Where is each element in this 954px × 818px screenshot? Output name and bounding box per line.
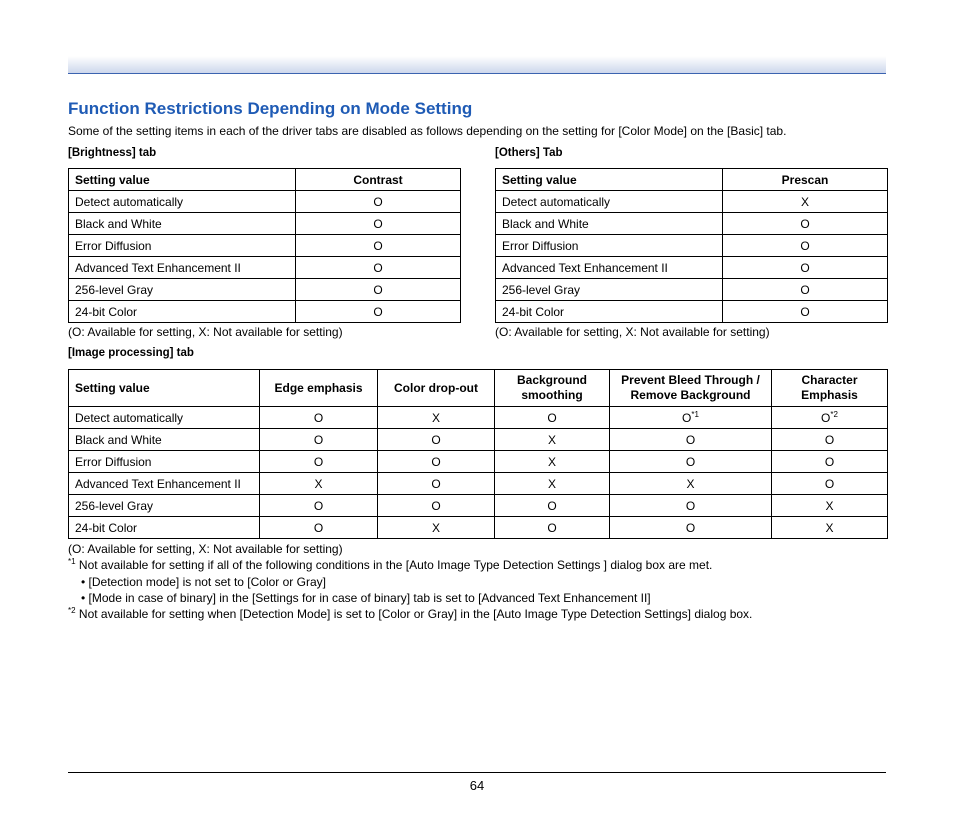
page-title: Function Restrictions Depending on Mode Setting (68, 99, 473, 118)
table-row (496, 235, 888, 257)
availability-cell (378, 451, 495, 473)
setting-value-cell (496, 257, 723, 279)
cell-text: O (685, 498, 696, 513)
table-row (69, 235, 461, 257)
availability-cell (260, 495, 378, 517)
cell-text: X (431, 410, 440, 425)
cell-text: O (824, 454, 835, 469)
availability-cell (723, 279, 888, 301)
cell-text: Advanced Text Enhancement II (502, 260, 668, 275)
setting-value-cell (496, 213, 723, 235)
availability-cell (610, 451, 772, 473)
image-processing-tab-label: [Image processing] tab (68, 347, 194, 359)
cell-text: O (431, 454, 441, 469)
availability-cell (610, 517, 772, 539)
availability-cell (378, 473, 495, 495)
cell-text: O (682, 410, 692, 425)
footnote-1-mark: *1 (68, 557, 76, 567)
cell-text: X (547, 454, 556, 469)
availability-cell (772, 429, 888, 451)
cell-text: X (825, 498, 834, 513)
column-header-line: Prevent Bleed Through / (621, 373, 760, 387)
setting-value-cell (69, 495, 260, 517)
cell-text: 256-level Gray (502, 282, 581, 297)
cell-text: Black and White (502, 216, 589, 231)
setting-value-cell (496, 279, 723, 301)
cell-text: O (313, 410, 324, 425)
brightness-table (68, 168, 461, 323)
availability-cell (772, 451, 888, 473)
cell-text: O (547, 520, 557, 535)
availability-cell (378, 517, 495, 539)
column-header: Setting value (69, 169, 296, 191)
column-header-line: Background (516, 373, 587, 387)
setting-value-cell (69, 407, 260, 429)
cell-text: O (824, 476, 835, 491)
cell-text: Error Diffusion (75, 238, 152, 253)
cell-text: 24-bit Color (502, 304, 565, 319)
cell-text: X (431, 520, 440, 535)
cell-text: O (313, 454, 324, 469)
cell-text: O (800, 282, 810, 297)
cell-text: O (313, 432, 324, 447)
availability-cell (772, 407, 888, 429)
brightness-legend: (O: Available for setting, X: Not available for setting) (68, 325, 343, 339)
image-processing-table (68, 369, 888, 539)
cell-text: O (431, 498, 441, 513)
cell-text: O (821, 410, 831, 425)
column-header-line: Character (801, 373, 858, 387)
availability-cell (296, 213, 461, 235)
availability-cell (378, 407, 495, 429)
cell-text: O (431, 476, 441, 491)
table-row (69, 213, 461, 235)
cell-text: O (373, 282, 383, 297)
availability-cell (495, 495, 610, 517)
cell-text: O (373, 194, 383, 209)
cell-text: O (547, 498, 557, 513)
table-row (496, 213, 888, 235)
availability-cell (610, 407, 772, 429)
column-header-line: Remove Background (630, 388, 751, 402)
cell-text: 256-level Gray (75, 498, 154, 513)
availability-cell (723, 301, 888, 323)
table-row (496, 191, 888, 213)
availability-cell (610, 495, 772, 517)
footnote-2 (68, 606, 752, 622)
column-header: Setting value (69, 370, 260, 407)
availability-cell (495, 407, 610, 429)
availability-cell (723, 191, 888, 213)
availability-cell (610, 473, 772, 495)
table-row (69, 495, 888, 517)
availability-cell (378, 495, 495, 517)
table-row (69, 279, 461, 301)
availability-cell (296, 301, 461, 323)
setting-value-cell (69, 473, 260, 495)
setting-value-cell (69, 301, 296, 323)
column-header: Color drop-out (378, 370, 495, 407)
setting-value-cell (496, 191, 723, 213)
table-row (69, 257, 461, 279)
cell-text: X (800, 194, 809, 209)
availability-cell (495, 473, 610, 495)
setting-value-cell (69, 451, 260, 473)
table-row (69, 191, 461, 213)
page-number: 64 (469, 778, 485, 793)
setting-value-cell (69, 257, 296, 279)
column-header: Edge emphasis (260, 370, 378, 407)
cell-text: Error Diffusion (502, 238, 579, 253)
availability-cell (772, 473, 888, 495)
availability-cell (723, 213, 888, 235)
cell-text: Advanced Text Enhancement II (75, 260, 241, 275)
table-row (69, 301, 461, 323)
availability-cell (260, 407, 378, 429)
setting-value-cell (496, 301, 723, 323)
setting-value-cell (69, 517, 260, 539)
cell-text: X (686, 476, 695, 491)
footnote-1-bullet-1: • [Detection mode] is not set to [Color or Gray] (81, 574, 326, 589)
column-header: Setting value (496, 169, 723, 191)
image-legend: (O: Available for setting, X: Not available for setting) (68, 542, 343, 556)
cell-text: 24-bit Color (75, 304, 138, 319)
column-header-line: Emphasis (801, 388, 858, 402)
availability-cell (378, 429, 495, 451)
cell-text: O (547, 410, 557, 425)
availability-cell (723, 257, 888, 279)
availability-cell (495, 451, 610, 473)
header-band (68, 56, 886, 74)
table-header-row (69, 169, 461, 191)
column-header-line: smoothing (521, 388, 583, 402)
others-legend: (O: Available for setting, X: Not available for setting) (495, 325, 770, 339)
cell-text: O (373, 238, 383, 253)
column-header: Prescan (723, 169, 888, 191)
cell-text: 24-bit Color (75, 520, 138, 535)
brightness-tab-label: [Brightness] tab (68, 147, 157, 159)
cell-text: O (373, 304, 383, 319)
availability-cell (610, 429, 772, 451)
footer-rule (68, 772, 886, 773)
availability-cell (260, 451, 378, 473)
column-header (495, 370, 610, 407)
availability-cell (260, 517, 378, 539)
availability-cell (495, 429, 610, 451)
setting-value-cell (69, 429, 260, 451)
cell-text: O (800, 216, 810, 231)
cell-text: O (431, 432, 441, 447)
availability-cell (296, 257, 461, 279)
setting-value-cell (69, 213, 296, 235)
cell-text: Detect automatically (75, 194, 184, 209)
availability-cell (723, 235, 888, 257)
footnote-mark: *1 (691, 409, 699, 419)
cell-text: 256-level Gray (75, 282, 154, 297)
footnotes (68, 541, 752, 622)
availability-cell (260, 429, 378, 451)
column-header (610, 370, 772, 407)
cell-text: Detect automatically (502, 194, 611, 209)
availability-cell (296, 191, 461, 213)
cell-text: O (800, 238, 810, 253)
cell-text: O (800, 304, 810, 319)
availability-cell (296, 279, 461, 301)
availability-cell (260, 473, 378, 495)
intro-text: Some of the setting items in each of the driver tabs are disabled as follows depending on the setting for [Color Mode] on the [Basic] tab. (68, 124, 787, 138)
table-row (69, 429, 888, 451)
cell-text: X (547, 476, 556, 491)
table-row (496, 257, 888, 279)
table-header-row (496, 169, 888, 191)
footnote-1 (68, 557, 752, 573)
setting-value-cell (69, 279, 296, 301)
cell-text: Black and White (75, 432, 162, 447)
setting-value-cell (496, 235, 723, 257)
cell-text: Black and White (75, 216, 162, 231)
setting-value-cell (69, 235, 296, 257)
cell-text: O (685, 520, 696, 535)
cell-text: O (313, 498, 324, 513)
cell-text: Detect automatically (75, 410, 184, 425)
table-row (69, 517, 888, 539)
footnote-mark: *2 (830, 409, 838, 419)
footnote-1-bullet-2: • [Mode in case of binary] in the [Settings for in case of binary] tab is set to [Advanced Text Enhancement II] (81, 590, 651, 605)
table-row (496, 279, 888, 301)
availability-cell (772, 495, 888, 517)
cell-text: X (825, 520, 834, 535)
cell-text: O (313, 520, 324, 535)
cell-text: O (685, 454, 696, 469)
table-row (69, 407, 888, 429)
footnote-2-mark: *2 (68, 606, 76, 616)
cell-text: O (824, 432, 835, 447)
table-row (496, 301, 888, 323)
availability-cell (495, 517, 610, 539)
others-table (495, 168, 888, 323)
cell-text: O (685, 432, 696, 447)
availability-cell (772, 517, 888, 539)
column-header: Contrast (296, 169, 461, 191)
cell-text: O (800, 260, 810, 275)
cell-text: O (373, 260, 383, 275)
table-header-row (69, 370, 888, 407)
cell-text: Error Diffusion (75, 454, 152, 469)
footnote-1-text: Not available for setting if all of the following conditions in the [Auto Image Type Detection Settings ] dialog box are met. (78, 558, 713, 573)
table-row (69, 473, 888, 495)
footnote-2-text: Not available for setting when [Detection Mode] is set to [Color or Gray] in the [Auto Image Type Detection Settings] dialog box. (78, 607, 753, 622)
others-tab-label: [Others] Tab (495, 147, 563, 159)
table-row (69, 451, 888, 473)
cell-text: O (373, 216, 383, 231)
availability-cell (296, 235, 461, 257)
cell-text: X (314, 476, 323, 491)
cell-text: Advanced Text Enhancement II (75, 476, 241, 491)
cell-text: X (547, 432, 556, 447)
setting-value-cell (69, 191, 296, 213)
column-header (772, 370, 888, 407)
